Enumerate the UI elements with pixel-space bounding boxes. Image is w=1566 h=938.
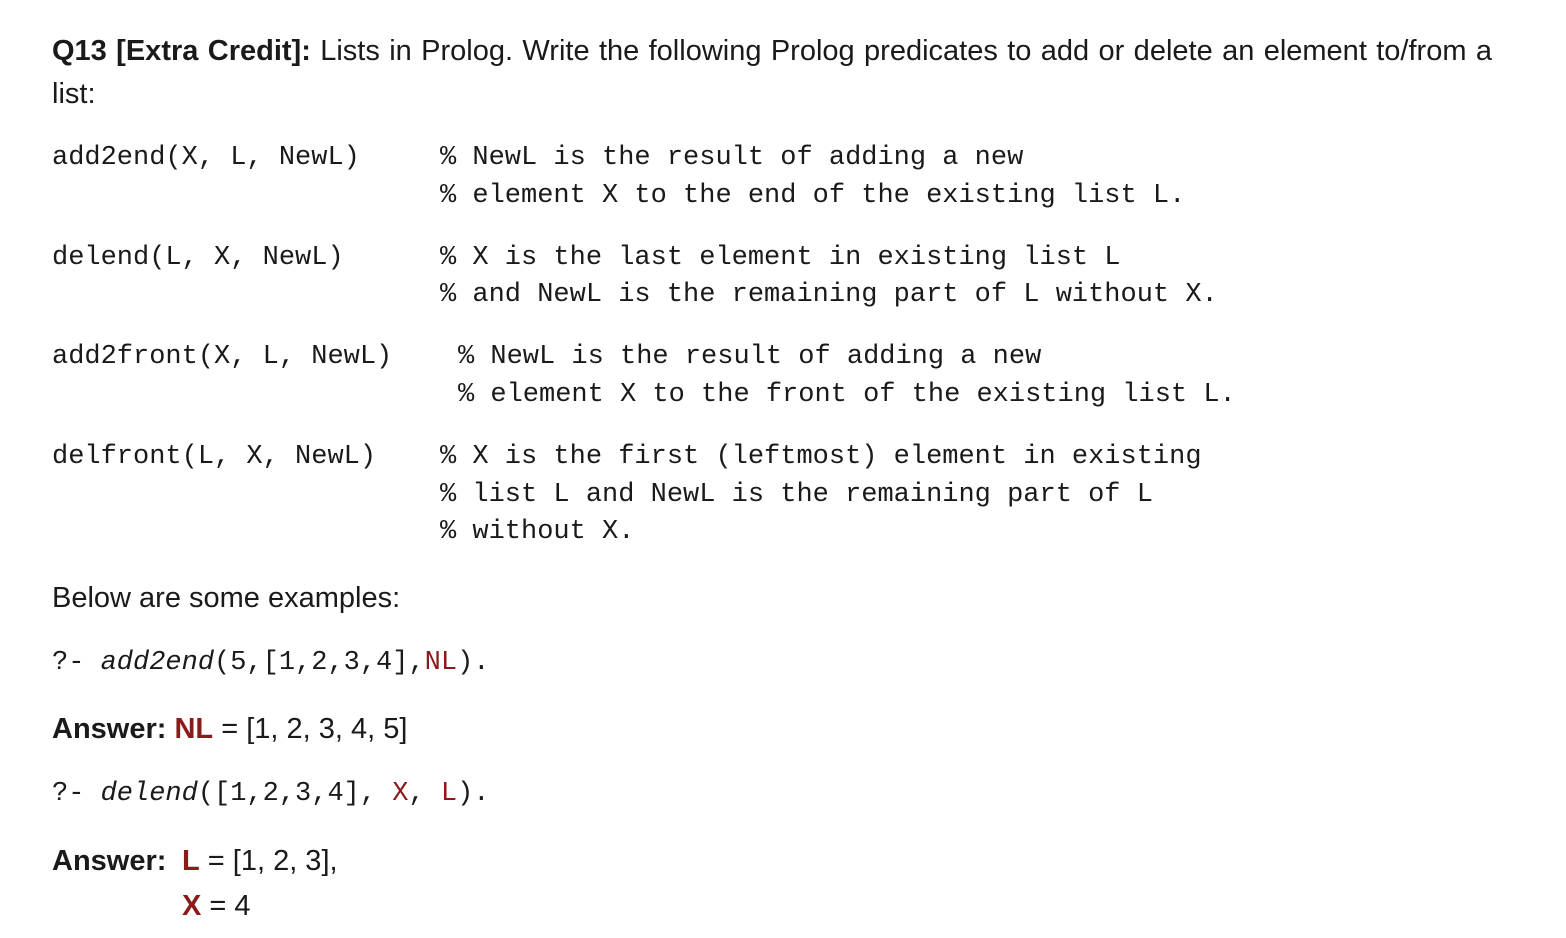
answer-value: = [1, 2, 3, 4, 5]	[213, 713, 408, 745]
query-variable: L	[440, 779, 458, 809]
predicate-signature-add2front: add2front(X, L, NewL)	[52, 342, 393, 372]
query-separator: ,	[408, 779, 441, 809]
examples-title: Below are some examples:	[52, 582, 401, 614]
predicate-comment-line: % element X to the front of the existing list L.	[458, 380, 1236, 410]
answer-variable: L	[182, 845, 200, 877]
query-variable: X	[392, 779, 409, 809]
predicate-comment-line: % without X.	[440, 517, 635, 547]
query-prompt: ?-	[52, 648, 101, 678]
question-heading	[52, 30, 1492, 116]
predicate-comment-line: % X is the first (leftmost) element in existing	[440, 442, 1202, 472]
answer-variable: NL	[174, 713, 214, 745]
query-variable: NL	[424, 648, 458, 678]
predicate-comment-line: % and NewL is the remaining part of L without X.	[440, 280, 1218, 310]
answer-line	[182, 886, 251, 926]
query-predicate: add2end	[100, 648, 215, 678]
predicate-signature-delend: delend(L, X, NewL)	[52, 243, 344, 273]
question-text: Lists in Prolog. Write the following Prolog predicates to add or delete an element to/from a list:	[52, 35, 1492, 110]
predicate-comment-line: % list L and NewL is the remaining part of L	[440, 480, 1153, 510]
query-args: (5,[1,2,3,4],	[214, 648, 425, 678]
example-query-delend	[52, 776, 489, 813]
query-prompt: ?-	[52, 779, 101, 809]
predicate-signature-add2end: add2end(X, L, NewL)	[52, 143, 360, 173]
predicate-comment-line: % element X to the end of the existing list L.	[440, 181, 1186, 211]
predicate-comment-line: % X is the last element in existing list L	[440, 243, 1121, 273]
query-predicate: delend	[100, 779, 198, 809]
answer-value: = [1, 2, 3],	[199, 845, 338, 877]
example-answer-delend	[52, 841, 166, 881]
predicate-comment-line: % NewL is the result of adding a new	[458, 342, 1042, 372]
answer-label: Answer:	[52, 713, 167, 745]
answer-label: Answer:	[52, 845, 167, 877]
example-query-add2end	[52, 645, 489, 682]
query-end: ).	[457, 779, 490, 809]
predicate-comment-line: % NewL is the result of adding a new	[440, 143, 1024, 173]
answer-line	[182, 841, 338, 881]
example-answer-add2end	[52, 709, 407, 749]
answer-value: = 4	[201, 890, 251, 922]
answer-variable: X	[182, 890, 202, 922]
question-label: Q13 [Extra Credit]:	[52, 35, 311, 67]
predicate-signature-delfront: delfront(L, X, NewL)	[52, 442, 377, 472]
query-end: ).	[457, 648, 490, 678]
query-args: ([1,2,3,4],	[197, 779, 393, 809]
